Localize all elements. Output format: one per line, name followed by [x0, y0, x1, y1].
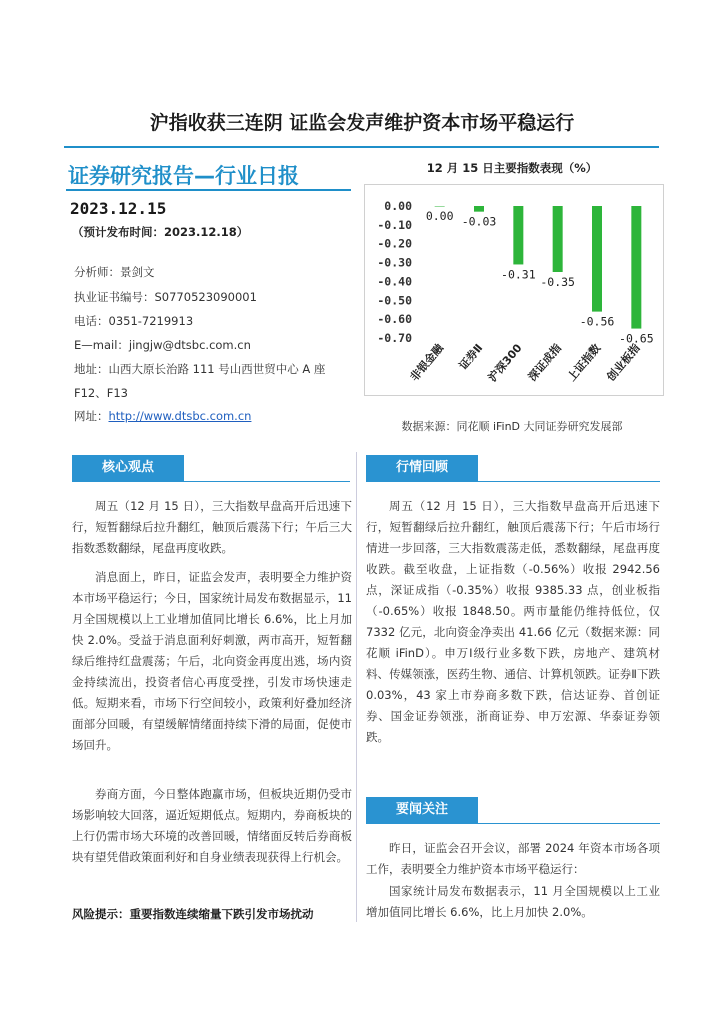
y-tick-label: -0.60	[377, 312, 412, 327]
core-view-paragraph: 周五（12 月 15 日），三大指数早盘高开后迅速下行，短暂翻绿后拉升翻红，触顶后震荡下行；午后三大指数悉数翻绿，尾盘再度收跌。	[72, 499, 352, 555]
website	[74, 408, 251, 424]
y-tick-label: -0.10	[377, 217, 412, 232]
report-title: 证券研究报告—行业日报	[68, 164, 299, 188]
key-news-paragraph: 国家统计局发布数据表示，11 月全国规模以上工业增加值同比增长 6.6%，比上月加快 2.0%。	[366, 884, 660, 919]
y-tick-label: -0.40	[377, 274, 412, 289]
y-tick-label: 0.00	[384, 199, 412, 213]
website-link[interactable]: http://www.dtsbc.com.cn	[108, 409, 252, 423]
x-tick-label: 上证指数	[565, 341, 604, 384]
chart-title: 12 月 15 日主要指数表现（%）	[426, 161, 598, 175]
market-review-underline	[366, 481, 660, 482]
core-view-header: 核心观点	[72, 455, 184, 481]
data-label: -0.56	[579, 314, 615, 329]
license-number: 执业证书编号：S0770523090001	[74, 290, 257, 304]
report-date: 2023.12.15	[70, 199, 167, 218]
email-address: E—mail：jingjw@dtsbc.com.cn	[74, 338, 251, 352]
analyst-name: 分析师：景剑文	[74, 265, 155, 279]
address-line-2: F12、F13	[74, 386, 128, 400]
key-news-underline	[366, 823, 660, 824]
chart-bar	[474, 206, 484, 212]
chart-bar	[513, 206, 523, 264]
headline-divider	[64, 146, 659, 148]
index-performance-chart	[364, 184, 664, 396]
chart-bar	[435, 206, 445, 207]
data-label: -0.65	[619, 331, 654, 346]
address-line-1: 地址：山西大原长治路 111 号山西世贸中心 A 座	[74, 362, 326, 376]
key-news-paragraph: 昨日，证监会召开会议，部署 2024 年资本市场各项工作，表明要全力维护资本市场平稳运行：	[366, 841, 660, 876]
release-time: （预计发布时间：2023.12.18）	[72, 225, 249, 239]
y-tick-label: -0.70	[377, 331, 412, 345]
phone-number: 电话：0351-7219913	[74, 314, 194, 328]
data-label: -0.03	[461, 214, 497, 229]
data-label: -0.31	[501, 267, 536, 282]
data-label: 0.00	[425, 209, 454, 223]
chart-bar	[592, 206, 602, 312]
data-label: -0.35	[540, 275, 575, 289]
key-news-header: 要闻关注	[366, 797, 478, 823]
market-review-paragraph: 周五（12 月 15 日），三大指数早盘高开后迅速下行，短暂翻绿后拉升翻红，触顶后震荡下行；午后市场行情进一步回落，三大指数震荡走低，悉数翻绿，尾盘再度收跌。截至收盘，上证指数（-0.56%）收报 2942.56 点，深证成指（-0.35%）收报 9385.33 点，创业板指（-0.65%）收报 1848.50。两市量能仍维持低位，仅 7332 亿元，北向资金净卖出 41.66 亿元（数据来源：同花顺 iFinD）。申万Ⅰ级行业多数下跌，房地产、建筑材料、传媒领涨，医药生物、通信、计算机领跌。证券Ⅱ下跌 0.03%，43 家上市券商多数下跌，信达证券、首创证券、国金证券领涨，浙商证券、申万宏源、华泰证券领跌。	[366, 499, 660, 744]
chart-bar	[553, 206, 563, 272]
x-tick-label: 非银金融	[407, 341, 446, 384]
website-label: 网址：	[74, 409, 109, 423]
y-tick-label: -0.20	[377, 236, 412, 251]
x-tick-label: 创业板指	[604, 341, 643, 384]
core-view-paragraph: 消息面上，昨日，证监会发声，表明要全力维护资本市场平稳运行；今日，国家统计局发布数据显示，11 月全国规模以上工业增加值同比增长 6.6%，比上月加快 2.0%。受益于消息面利好刺激，两市高开，短暂翻绿后维持红盘震荡；午后，北向资金再度出逃，场内资金持续流出，投资者信心再度受挫，引发市场快速走低。短期来看，市场下行空间较小，政策利好叠加经济面部分回暖，有望缓解情绪面持续下滑的局面，促使市场回升。	[72, 570, 352, 752]
x-tick-label: 证券Ⅱ	[456, 341, 486, 373]
report-headline: 沪指收获三连阴 证监会发声维护资本市场平稳运行	[149, 112, 575, 134]
y-tick-label: -0.30	[377, 255, 412, 270]
core-view-underline	[72, 481, 350, 482]
x-tick-label: 深证成指	[525, 341, 564, 384]
column-divider	[356, 452, 357, 922]
chart-source: 数据来源：同花顺 iFinD 大同证券研究发展部	[401, 420, 623, 433]
x-tick-label: 沪深300	[485, 341, 525, 385]
risk-warning: 风险提示：重要指数连续缩量下跌引发市场扰动	[72, 907, 314, 921]
chart-bar	[631, 206, 641, 329]
y-tick-label: -0.50	[377, 293, 412, 308]
market-review-header: 行情回顾	[366, 455, 478, 481]
report-title-divider	[66, 189, 351, 191]
core-view-paragraph: 券商方面，今日整体跑赢市场，但板块近期仍受市场影响较大回落，逼近短期低点。短期内，券商板块的上行仍需市场大环境的改善回暖，情绪面反转后券商板块有望凭借政策面利好和自身业绩表现获得上行机会。	[72, 787, 352, 864]
